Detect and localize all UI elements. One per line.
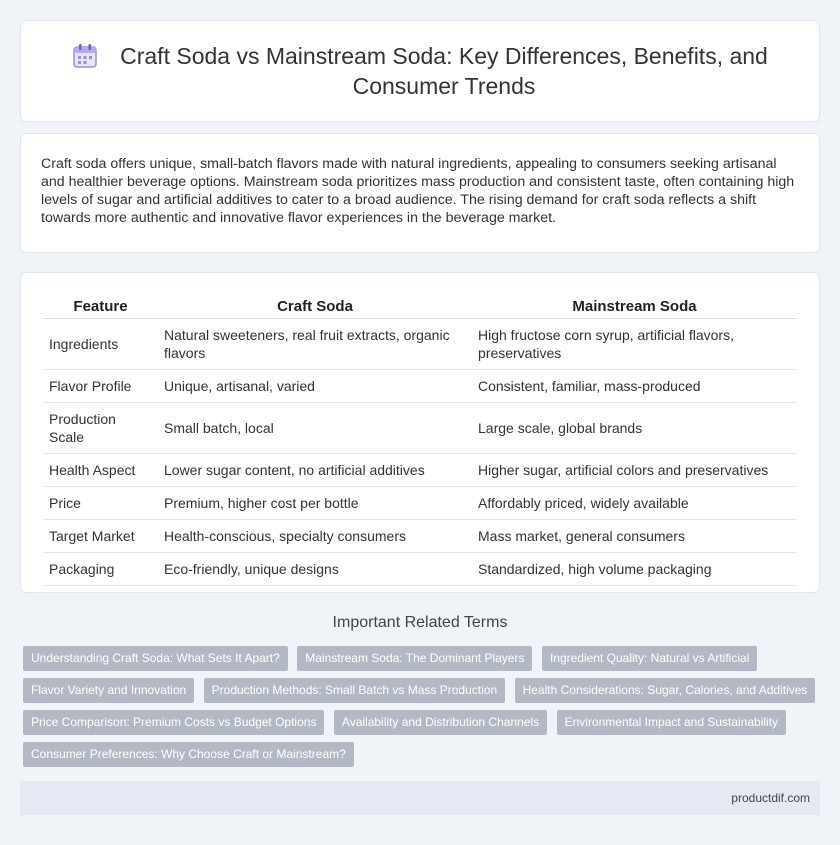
related-tag[interactable]: Consumer Preferences: Why Choose Craft or Mainstream?	[23, 742, 354, 767]
row-feature: Price	[43, 487, 158, 520]
related-tag[interactable]: Environmental Impact and Sustainability	[557, 710, 786, 735]
row-feature: Flavor Profile	[43, 370, 158, 403]
related-tag[interactable]: Mainstream Soda: The Dominant Players	[297, 646, 532, 671]
table-row	[43, 520, 797, 553]
related-tag[interactable]: Price Comparison: Premium Costs vs Budget Options	[23, 710, 324, 735]
row-mainstream: Mass market, general consumers	[472, 520, 797, 553]
table-row	[43, 319, 797, 370]
related-tag[interactable]: Flavor Variety and Innovation	[23, 678, 194, 703]
header-inner	[70, 41, 770, 101]
intro-text: Craft soda offers unique, small-batch flavors made with natural ingredients, appealing to consumers seeking artisanal and healthier beverage options. Mainstream soda prioritizes mass production and consistent taste, often containing high levels of sugar and artificial additives to cater to a broad audience. The rising demand for craft soda reflects a shift towards more authentic and innovative flavor experiences in the beverage market.	[41, 156, 795, 226]
page-title: Craft Soda vs Mainstream Soda: Key Differences, Benefits, and Consumer Trends	[120, 43, 768, 99]
related-tag[interactable]: Ingredient Quality: Natural vs Artificial	[542, 646, 757, 671]
row-craft: Health-conscious, specialty consumers	[158, 520, 472, 553]
row-craft: Lower sugar content, no artificial additives	[158, 454, 472, 487]
related-tag[interactable]: Availability and Distribution Channels	[334, 710, 547, 735]
row-craft: Premium, higher cost per bottle	[158, 487, 472, 520]
row-feature: Packaging	[43, 553, 158, 586]
row-feature: Health Aspect	[43, 454, 158, 487]
row-mainstream: High fructose corn syrup, artificial flavors, preservatives	[472, 319, 797, 370]
row-feature: Ingredients	[43, 319, 158, 370]
header-mainstream-soda: Mainstream Soda	[472, 293, 797, 319]
table-row	[43, 370, 797, 403]
table-row	[43, 553, 797, 586]
header-card	[20, 20, 820, 122]
row-craft: Small batch, local	[158, 403, 472, 454]
row-mainstream: Higher sugar, artificial colors and preservatives	[472, 454, 797, 487]
related-terms-tags	[23, 646, 823, 774]
calendar-icon	[70, 41, 100, 71]
related-tag[interactable]: Production Methods: Small Batch vs Mass Production	[204, 678, 505, 703]
related-tag[interactable]: Understanding Craft Soda: What Sets It Apart?	[23, 646, 288, 671]
row-mainstream: Standardized, high volume packaging	[472, 553, 797, 586]
row-craft: Unique, artisanal, varied	[158, 370, 472, 403]
table-row	[43, 487, 797, 520]
related-terms-title: Important Related Terms	[332, 614, 508, 631]
row-craft: Natural sweeteners, real fruit extracts, organic flavors	[158, 319, 472, 370]
related-tag[interactable]: Health Considerations: Sugar, Calories, and Additives	[515, 678, 816, 703]
row-mainstream: Affordably priced, widely available	[472, 487, 797, 520]
intro-card	[20, 133, 820, 253]
comparison-table	[43, 293, 797, 586]
table-header-row	[43, 293, 797, 319]
row-mainstream: Large scale, global brands	[472, 403, 797, 454]
table-row	[43, 454, 797, 487]
table-row	[43, 403, 797, 454]
row-feature: Production Scale	[43, 403, 158, 454]
comparison-table-card	[20, 272, 820, 593]
row-feature: Target Market	[43, 520, 158, 553]
header-feature: Feature	[43, 293, 158, 319]
row-mainstream: Consistent, familiar, mass-produced	[472, 370, 797, 403]
footer	[20, 781, 820, 815]
row-craft: Eco-friendly, unique designs	[158, 553, 472, 586]
footer-site-link[interactable]: productdif.com	[731, 791, 810, 805]
header-craft-soda: Craft Soda	[158, 293, 472, 319]
